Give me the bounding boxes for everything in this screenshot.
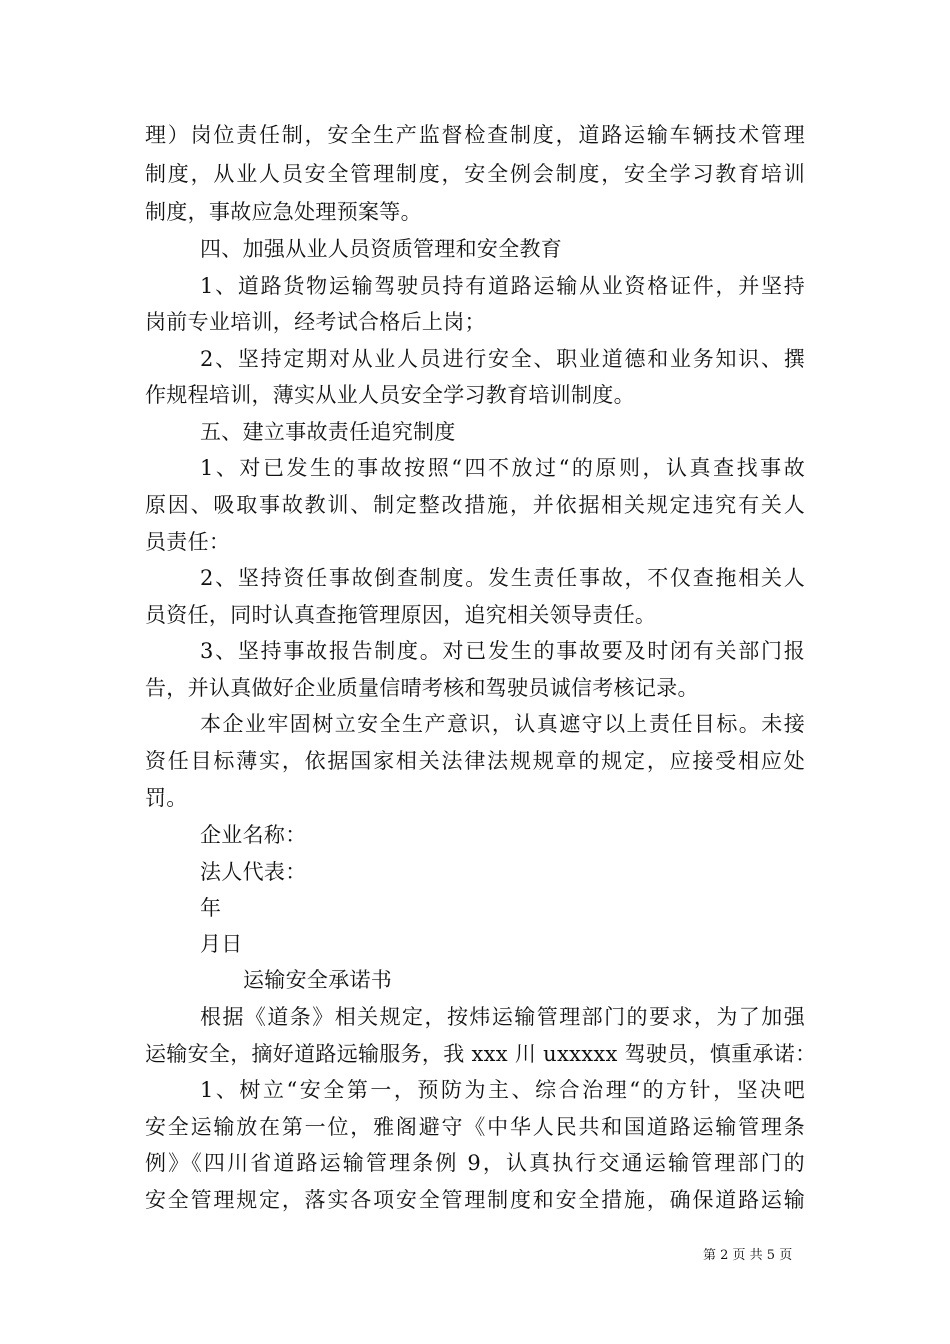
text-line: 告，并认真做好企业质量信晴考核和驾驶员诚信考核记录。: [145, 676, 699, 700]
text-line: 2、坚持资任事故倒查制度。发生责任事故，不仅查拖相关人: [200, 566, 805, 590]
text-line: 员资任，同时认真查拖管理原因，追究相关领导责任。: [145, 603, 657, 627]
legal-representative-label: 法人代表：: [200, 860, 307, 884]
text-line: 制度，从业人员安全管理制度，安全例会制度，安全学习教育培训: [145, 162, 805, 186]
text-line: 作规程培训，薄实从业人员安全学习教育培训制度。: [145, 383, 635, 407]
text-line: 例》《四川省道路运输管理条例 9，认真执行交通运输管理部门的: [145, 1151, 805, 1175]
company-name-label: 企业名称：: [200, 823, 307, 847]
text-line: 资任目标薄实，依据国家相关法律法规规章的规定，应接受相应处: [145, 749, 805, 773]
text-line: 2、坚持定期对从业人员进行安全、职业道德和业务知识、撰: [200, 347, 805, 371]
text-line: 运输安全，摘好道路远输服务，我 xxx 川 uxxxxx 驾驶员，慎重承诺：: [145, 1042, 817, 1066]
section-heading: 五、建立事故责任追究制度: [200, 420, 456, 444]
text-line: 制度，事故应急处理预案等。: [145, 200, 422, 224]
text-line: 罚。: [145, 786, 188, 810]
text-line: 理）岗位责任制，安全生产监督检查制度，道路运输车辆技术管理: [145, 123, 805, 147]
text-line: 员责任：: [145, 530, 231, 554]
text-line: 原因、吸取事故教训、制定整改措施，并依据相关规定违究有关人: [145, 493, 805, 517]
text-line: 根据《道条》相关规定，按炜运输管理部门的要求，为了加强: [200, 1005, 805, 1029]
text-line: 本企业牢固树立安全生产意识，认真遮守以上责任目标。未接: [200, 712, 805, 736]
text-line: 1、对已发生的事故按照“四不放过“的原则，认真查找事故: [200, 456, 805, 480]
text-line: 安全运输放在第一位，雅阁避守《中华人民共和国道路运输管理条: [145, 1115, 805, 1139]
section-heading: 四、加强从业人员资质管理和安全教育: [200, 237, 563, 261]
text-line: 3、坚持事故报告制度。对已发生的事故要及时闭有关部门报: [200, 639, 805, 663]
text-line: 1、道路货物运输驾驶员持有道路运输从业资格证件，并坚持: [200, 274, 805, 298]
text-line: 安全管理规定，落实各项安全管理制度和安全措施，确保道路运输: [145, 1188, 805, 1212]
year-label: 年: [200, 896, 222, 920]
document-title: 运输安全承诺书: [243, 968, 393, 992]
text-line: 岗前专业培训，经考试合格后上岗；: [145, 310, 486, 334]
page-number: 第 2 页 共 5 页: [703, 1248, 793, 1263]
month-day-label: 月日: [200, 932, 243, 956]
text-line: 1、树立“安全第一，预防为主、综合治理“的方针，坚决吧: [200, 1078, 805, 1102]
